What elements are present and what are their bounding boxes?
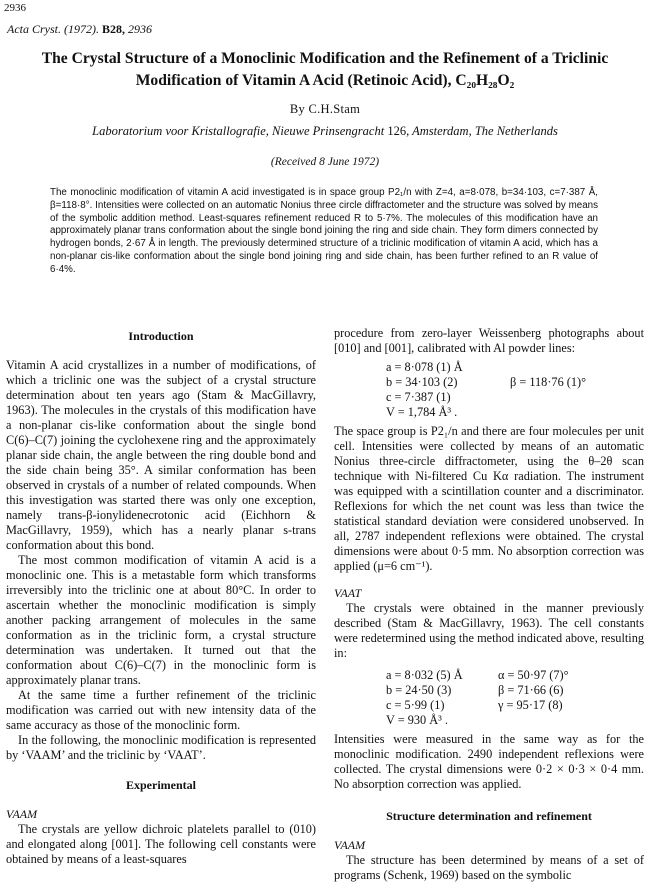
intro-paragraph-1: Vitamin A acid crystallizes in a number of modifications, of which a triclinic one was the subject of a crystal structure determination about ten years ago (Stam & MacGillavry, 1963). The molecules in the crystals of this modification have a non-planar cis-like conformation about the single bond C(6)–C(7) joining the cyclohexene ring and the approximately planar side chain, the angle between the ring double bond and the side chain being 35°. A similar conformation has been observed in crystals of a number of related compounds. When this investigation was started there was only one exception, namely trans-β-ionylidenecrotonic acid (Eichhorn & MacGillavry, 1959), which has a nearly planar s-trans conformation about this bond. bbox=[6, 358, 316, 552]
vaam-cell-a: a = 8·078 (1) Å bbox=[386, 360, 463, 374]
vaat-cell-alpha: α = 50·97 (7)° bbox=[498, 668, 569, 682]
paper-title bbox=[20, 48, 630, 92]
intro-paragraph-3: At the same time a further refinement of the triclinic modification was carried out with new intensity data of the same accuracy as those of the monoclinic form. bbox=[6, 688, 316, 732]
structure-determination-heading: Structure determination and refinement bbox=[386, 809, 592, 823]
continued-paragraph: procedure from zero-layer Weissenberg photographs about [010] and [001], calibrated with Al powder lines: bbox=[334, 326, 644, 355]
vaat-cell-b: b = 24·50 (3) bbox=[386, 683, 452, 697]
title-line-2: Modification of Vitamin A Acid (Retinoic Acid), C₂₀H₂₈O₂ bbox=[135, 72, 515, 89]
journal-volume: B28, bbox=[102, 22, 126, 36]
space-group-paragraph: The space group is P2₁/n and there are four molecules per unit cell. Intensities were collected by means of an automatic Nonius three-circle diffractometer, using the θ–2θ scan technique with Ni-filtered Cu Kα radiation. The instrument was equipped with a scintillation counter and a discriminator. Reflexions for which the net count was less than twice the statistical standard deviation were considered unobserved. In all, 2787 independent reflexions were obtained. The crystal dimensions were about 0·5 mm. No absorption correction was applied (μ=6 cm⁻¹). bbox=[334, 424, 644, 573]
journal-year: (1972). bbox=[64, 22, 99, 36]
structure-paragraph-1: The structure has been determined by means of a set of programs (Schenk, 1969) based on the symbolic bbox=[334, 853, 644, 882]
vaat-cell-constants bbox=[334, 668, 644, 728]
vaam-subheading-2: VAAM bbox=[334, 838, 366, 852]
vaat-paragraph-1: The crystals were obtained in the manner previously described (Stam & MacGillavry, 1963). The cell constants were redetermined using the method indicated above, resulting in: bbox=[334, 601, 644, 660]
journal-citation bbox=[7, 22, 152, 37]
vaam-cell-b: b = 34·103 (2) bbox=[386, 375, 458, 389]
vaat-cell-gamma: γ = 95·17 (8) bbox=[498, 698, 563, 712]
intro-paragraph-2: The most common modification of vitamin A acid is a monoclinic one. This is a metastable form which transforms irreversibly into the triclinic one at about 80°C. In order to ascertain whether the monoclinic modification is simply another packing arrangement of molecules in the same conformation as in the triclinic form, a crystal structure determination was undertaken. It turned out that the conformation about C(6)–C(7) in the monoclinic form is approximately planar trans. bbox=[6, 553, 316, 687]
vaat-subheading: VAAT bbox=[334, 586, 362, 600]
affiliation-lab: Laboratorium voor Kristallografie, Nieuwe Prinsengracht bbox=[92, 124, 388, 138]
page-number: 2936 bbox=[4, 2, 26, 14]
affiliation-city: , Amsterdam, The Netherlands bbox=[406, 124, 558, 138]
abstract: The monoclinic modification of vitamin A acid investigated is in space group P2₁/n with Z=4, a=8·078, b=34·103, c=7·387 Å, β=118·8°. Intensities were collected on an automatic Nonius three circle diffractometer and the structure was solved by means of the symbolic addition method. Least-squares refinement reduced R to 5·7%. The molecules of this modification have an approximately planar trans conformation about the single bond joining the ring and side chain. They form dimers connected by hydrogen bonds, 2·67 Å in length. The previously determined structure of a triclinic modification of vitamin A acid, which has a non-planar cis-like conformation about the single bond joining ring and side chain, has been further refined to an R value of 6·4%. bbox=[50, 187, 598, 275]
vaam-cell-constants bbox=[334, 360, 644, 420]
vaam-cell-c: c = 7·387 (1) bbox=[386, 390, 451, 404]
affiliation-number: 126 bbox=[387, 124, 407, 138]
left-column bbox=[6, 326, 316, 867]
vaat-cell-beta: β = 71·66 (6) bbox=[498, 683, 564, 697]
vaat-cell-c: c = 5·99 (1) bbox=[386, 698, 445, 712]
affiliation bbox=[0, 124, 650, 139]
vaat-paragraph-2: Intensities were measured in the same way as for the monoclinic modification. 2490 independent reflexions were collected. The crystal dimensions were 0·2 × 0·3 × 0·4 mm. No absorption correction was applied. bbox=[334, 732, 644, 791]
journal-page: 2936 bbox=[128, 22, 153, 36]
journal-name: Acta Cryst. bbox=[7, 22, 61, 36]
experimental-paragraph-1: The crystals are yellow dichroic platelets parallel to (010) and elongated along [001]. The following cell constants were obtained by means of a least-squares bbox=[6, 822, 316, 866]
experimental-heading: Experimental bbox=[126, 778, 196, 792]
vaat-cell-volume: V = 930 Å³ . bbox=[386, 713, 448, 727]
vaam-cell-volume: V = 1,784 Å³ . bbox=[386, 405, 458, 419]
intro-paragraph-4: In the following, the monoclinic modification is represented by ‘VAAM’ and the triclinic by ‘VAAT’. bbox=[6, 733, 316, 762]
introduction-heading: Introduction bbox=[128, 329, 194, 343]
vaam-cell-beta: β = 118·76 (1)° bbox=[510, 375, 587, 389]
right-column bbox=[334, 326, 644, 883]
title-line-1: The Crystal Structure of a Monoclinic Modification and the Refinement of a Triclinic bbox=[41, 50, 609, 67]
author-line: By C.H.Stam bbox=[289, 102, 361, 116]
vaam-subheading: VAAM bbox=[6, 807, 38, 821]
vaat-cell-a: a = 8·032 (5) Å bbox=[386, 668, 463, 682]
received-date: (Received 8 June 1972) bbox=[270, 156, 380, 168]
